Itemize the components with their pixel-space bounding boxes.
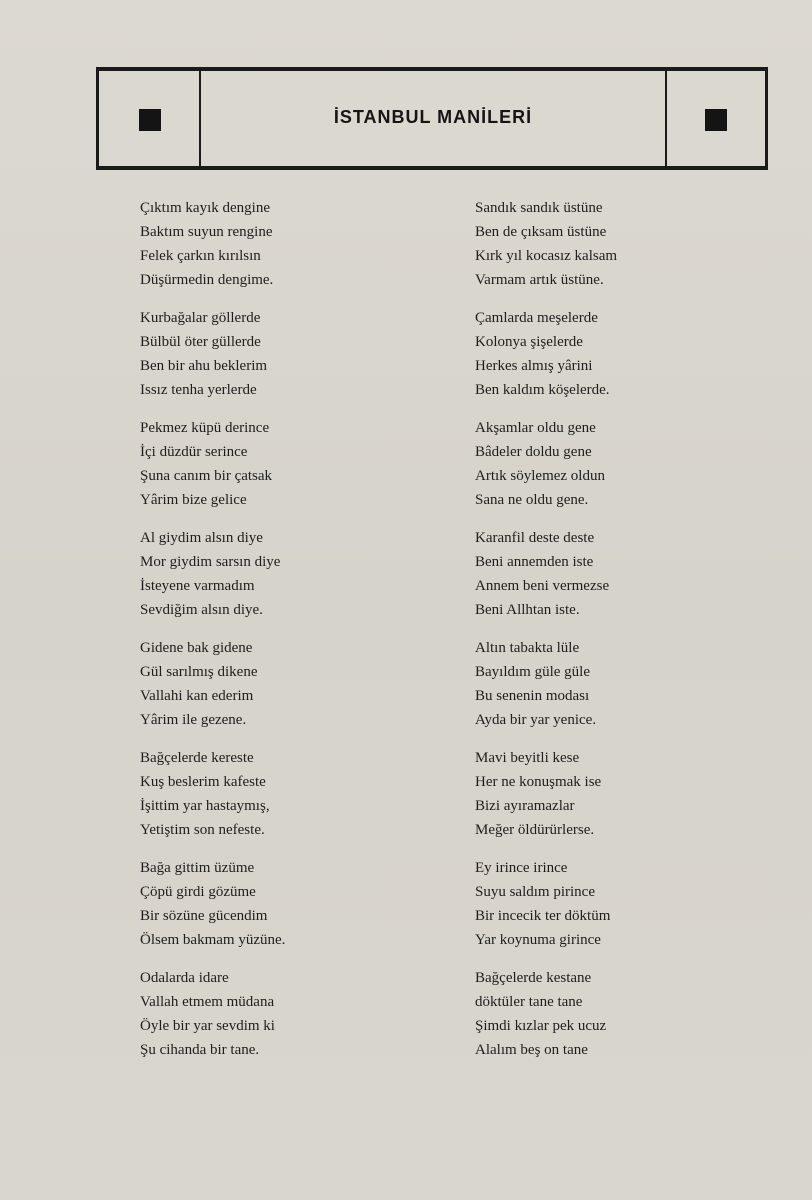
stanza-line: Alalım beş on tane <box>475 1042 588 1058</box>
stanza-line: Ben de çıksam üstüne <box>475 224 607 240</box>
black-square-ornament-right <box>705 109 727 131</box>
mani-stanza <box>140 856 370 966</box>
stanza-line: Sana ne oldu gene. <box>475 492 589 508</box>
stanza-line: Sandık sandık üstüne <box>475 200 603 216</box>
stanza-line: Öyle bir yar sevdim ki <box>140 1018 275 1034</box>
stanza-line: Beni annemden iste <box>475 554 594 570</box>
mani-stanza <box>140 306 370 416</box>
stanza-line: Ben bir ahu beklerim <box>140 358 268 374</box>
stanza-line: Bağa gittim üzüme <box>140 860 255 876</box>
stanza-line: Çamlarda meşelerde <box>475 310 598 326</box>
mani-stanza <box>475 306 705 416</box>
mani-stanza <box>475 416 705 526</box>
stanza-line: Akşamlar oldu gene <box>475 420 596 436</box>
stanza-line: Bağçelerde kestane <box>475 970 592 986</box>
stanza-line: Yârim ile gezene. <box>140 712 247 728</box>
stanza-line: Yârim bize gelice <box>140 492 247 508</box>
banner-divider-left <box>199 71 201 166</box>
stanza-line: Al giydim alsın diye <box>140 530 263 546</box>
stanza-line: Çöpü girdi gözüme <box>140 884 256 900</box>
stanza-line: Varmam artık üstüne. <box>475 272 604 288</box>
stanza-line: Ben kaldım köşelerde. <box>475 382 610 398</box>
stanza-line: Şu cihanda bir tane. <box>140 1042 260 1058</box>
stanza-line: Issız tenha yerlerde <box>140 382 257 398</box>
stanza-line: İçi düzdür serince <box>140 444 248 460</box>
mani-stanza <box>475 526 705 636</box>
mani-stanza <box>140 196 370 306</box>
stanza-line: İşittim yar hastaymış, <box>140 798 270 814</box>
mani-stanza <box>140 966 370 1076</box>
stanza-line: Yetiştim son nefeste. <box>140 822 265 838</box>
stanza-line: Suyu saldım pirince <box>475 884 595 900</box>
mani-stanza <box>140 746 370 856</box>
stanza-line: Kolonya şişelerde <box>475 334 583 350</box>
stanza-line: Herkes almış yârini <box>475 358 593 374</box>
stanza-line: Felek çarkın kırılsın <box>140 248 261 264</box>
stanza-line: Vallah etmem müdana <box>140 994 275 1010</box>
stanza-line: Mavi beyitli kese <box>475 750 580 766</box>
mani-stanza <box>140 526 370 636</box>
stanza-line: Baktım suyun rengine <box>140 224 273 240</box>
stanza-line: Kuş beslerim kafeste <box>140 774 266 790</box>
mani-stanza <box>475 636 705 746</box>
stanza-line: Pekmez küpü derince <box>140 420 270 436</box>
stanza-line: Her ne konuşmak ise <box>475 774 602 790</box>
stanza-line: Karanfil deste deste <box>475 530 595 546</box>
stanza-line: Kurbağalar göllerde <box>140 310 261 326</box>
stanza-line: Kırk yıl kocasız kalsam <box>475 248 618 264</box>
stanza-line: Beni Allhtan iste. <box>475 602 580 618</box>
stanza-line: Vallahi kan ederim <box>140 688 254 704</box>
stanza-line: döktüler tane tane <box>475 994 583 1010</box>
stanza-line: Düşürmedin dengime. <box>140 272 274 288</box>
stanza-line: Şimdi kızlar pek ucuz <box>475 1018 607 1034</box>
mani-stanza <box>475 746 705 856</box>
mani-stanza <box>475 196 705 306</box>
stanza-line: Mor giydim sarsın diye <box>140 554 281 570</box>
stanza-line: Bizi ayıramazlar <box>475 798 575 814</box>
stanza-line: Gidene bak gidene <box>140 640 253 656</box>
stanza-line: Yar koynuma girince <box>475 932 601 948</box>
stanza-line: Altın tabakta lüle <box>475 640 580 656</box>
stanza-line: Ölsem bakmam yüzüne. <box>140 932 286 948</box>
right-poem-column <box>475 196 705 1076</box>
page-title: İSTANBUL MANİLERİ <box>333 107 533 127</box>
stanza-line: Bülbül öter güllerde <box>140 334 261 350</box>
mani-stanza <box>140 416 370 526</box>
stanza-line: Meğer öldürürlerse. <box>475 822 595 838</box>
stanza-line: İsteyene varmadım <box>140 578 255 594</box>
mani-stanza <box>475 966 705 1076</box>
stanza-line: Odalarda idare <box>140 970 229 986</box>
stanza-line: Bir incecik ter döktüm <box>475 908 611 924</box>
stanza-line: Bir sözüne gücendim <box>140 908 268 924</box>
stanza-line: Bayıldım güle güle <box>475 664 590 680</box>
stanza-line: Ey irince irince <box>475 860 568 876</box>
stanza-line: Şuna canım bir çatsak <box>140 468 273 484</box>
stanza-line: Bağçelerde kereste <box>140 750 254 766</box>
mani-stanza <box>140 636 370 746</box>
title-banner <box>96 67 768 170</box>
black-square-ornament-left <box>139 109 161 131</box>
banner-divider-right <box>665 71 667 166</box>
stanza-line: Sevdiğim alsın diye. <box>140 602 263 618</box>
stanza-line: Artık söylemez oldun <box>475 468 605 484</box>
stanza-line: Gül sarılmış dikene <box>140 664 258 680</box>
mani-stanza <box>475 856 705 966</box>
stanza-line: Annem beni vermezse <box>475 578 610 594</box>
stanza-line: Ayda bir yar yenice. <box>475 712 597 728</box>
left-poem-column <box>140 196 370 1076</box>
stanza-line: Bu senenin modası <box>475 688 590 704</box>
stanza-line: Bâdeler doldu gene <box>475 444 592 460</box>
stanza-line: Çıktım kayık dengine <box>140 200 270 216</box>
